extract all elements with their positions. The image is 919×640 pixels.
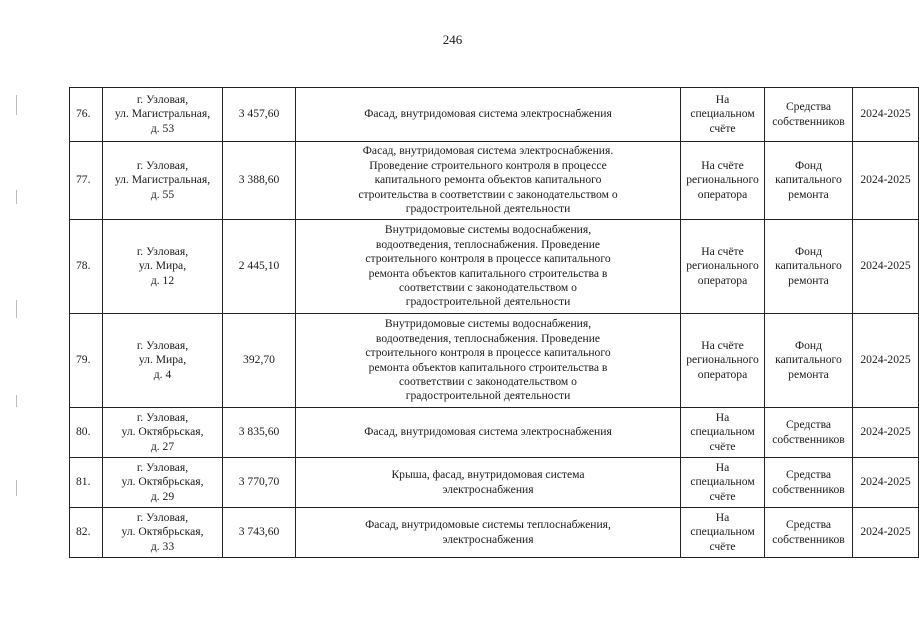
period-cell: 2024-2025 xyxy=(853,314,919,408)
cell-line: специальном xyxy=(690,475,755,489)
cell-line: соответствии с законодательством о xyxy=(399,280,577,294)
cell-line: На счёте xyxy=(701,244,744,258)
cell-line: д. 27 xyxy=(150,439,175,453)
cell-line: Крыша, фасад, внутридомовая система xyxy=(391,468,585,482)
work-description-cell xyxy=(296,408,681,458)
cell-line: д. 4 xyxy=(153,367,172,381)
cell-line: д. 55 xyxy=(150,187,175,201)
address-cell xyxy=(103,142,223,220)
cell-line: Фонд xyxy=(794,244,823,258)
cell-line: Фасад, внутридомовая система электроснабжения. xyxy=(362,144,614,158)
table-row xyxy=(70,220,919,314)
cell-line: ул. Октябрьская, xyxy=(121,525,204,539)
cell-line: капитального xyxy=(775,353,842,367)
cell-line: г. Узловая, xyxy=(136,92,189,106)
table-row xyxy=(70,408,919,458)
cell-line: г. Узловая, xyxy=(136,338,189,352)
cell-line: строительного контроля в процессе капитального xyxy=(365,346,611,360)
cell-line: специальном xyxy=(690,425,755,439)
cell-line: д. 53 xyxy=(150,121,175,135)
cell-line: счёте xyxy=(709,439,736,453)
cell-line: г. Узловая, xyxy=(136,510,189,524)
cell-line: ремонта объектов капитального строительства в xyxy=(368,360,608,374)
cell-line: капитального xyxy=(775,259,842,273)
cell-line: На xyxy=(715,510,730,524)
row-number: 82. xyxy=(70,508,103,558)
row-number: 78. xyxy=(70,220,103,314)
table-body xyxy=(70,88,919,558)
table-row xyxy=(70,508,919,558)
funding-source-cell xyxy=(765,220,853,314)
account-type-cell xyxy=(681,458,765,508)
area-cell: 3 743,60 xyxy=(223,508,296,558)
cell-line: На xyxy=(715,460,730,474)
area-cell: 2 445,10 xyxy=(223,220,296,314)
scan-edge-mark xyxy=(16,480,17,496)
cell-line: капитального ремонта объектов капитального xyxy=(374,173,602,187)
account-type-cell xyxy=(681,408,765,458)
cell-line: собственников xyxy=(772,432,845,446)
cell-line: специальном xyxy=(690,525,755,539)
cell-line: собственников xyxy=(772,482,845,496)
table-row xyxy=(70,314,919,408)
cell-line: градостроительной деятельности xyxy=(405,389,571,403)
cell-line: Фонд xyxy=(794,158,823,172)
cell-line: На счёте xyxy=(701,158,744,172)
funding-source-cell xyxy=(765,142,853,220)
cell-line: ул. Октябрьская, xyxy=(121,475,204,489)
cell-line: регионального xyxy=(686,353,759,367)
cell-line: Средства xyxy=(785,468,832,482)
address-cell xyxy=(103,458,223,508)
cell-line: водоотведения, теплоснабжения. Проведение xyxy=(375,237,601,251)
area-cell: 3 457,60 xyxy=(223,88,296,142)
cell-line: оператора xyxy=(697,273,748,287)
period-cell: 2024-2025 xyxy=(853,88,919,142)
cell-line: счёте xyxy=(709,489,736,503)
cell-line: градостроительной деятельности xyxy=(405,295,571,309)
cell-line: ул. Магистральная, xyxy=(114,173,211,187)
period-cell: 2024-2025 xyxy=(853,220,919,314)
area-cell: 3 835,60 xyxy=(223,408,296,458)
cell-line: ул. Мира, xyxy=(138,259,187,273)
cell-line: Внутридомовые системы водоснабжения, xyxy=(384,317,592,331)
address-cell xyxy=(103,88,223,142)
period-cell: 2024-2025 xyxy=(853,408,919,458)
cell-line: Фонд xyxy=(794,338,823,352)
cell-line: оператора xyxy=(697,187,748,201)
cell-line: ремонта xyxy=(788,273,829,287)
funding-source-cell xyxy=(765,88,853,142)
cell-line: оператора xyxy=(697,367,748,381)
work-description-cell xyxy=(296,142,681,220)
cell-line: счёте xyxy=(709,539,736,553)
cell-line: На счёте xyxy=(701,338,744,352)
cell-line: Средства xyxy=(785,418,832,432)
capital-repair-table xyxy=(69,87,919,558)
page-number: 246 xyxy=(442,32,463,47)
cell-line: строительства в соответствии с законодательством о xyxy=(358,187,618,201)
cell-line: Средства xyxy=(785,100,832,114)
account-type-cell xyxy=(681,142,765,220)
cell-line: ремонта xyxy=(788,367,829,381)
cell-line: собственников xyxy=(772,532,845,546)
funding-source-cell xyxy=(765,458,853,508)
cell-line: Средства xyxy=(785,518,832,532)
area-cell: 3 388,60 xyxy=(223,142,296,220)
account-type-cell xyxy=(681,314,765,408)
cell-line: соответствии с законодательством о xyxy=(399,374,577,388)
scan-edge-mark xyxy=(16,395,17,407)
cell-line: г. Узловая, xyxy=(136,244,189,258)
address-cell xyxy=(103,314,223,408)
cell-line: г. Узловая, xyxy=(136,410,189,424)
area-cell: 3 770,70 xyxy=(223,458,296,508)
period-cell: 2024-2025 xyxy=(853,508,919,558)
row-number: 76. xyxy=(70,88,103,142)
area-cell: 392,70 xyxy=(223,314,296,408)
table-row xyxy=(70,142,919,220)
cell-line: ремонта xyxy=(788,187,829,201)
scan-edge-mark xyxy=(16,95,17,115)
cell-line: градостроительной деятельности xyxy=(405,202,571,216)
cell-line: ул. Мира, xyxy=(138,353,187,367)
work-description-cell xyxy=(296,88,681,142)
account-type-cell xyxy=(681,220,765,314)
funding-source-cell xyxy=(765,508,853,558)
cell-line: д. 29 xyxy=(150,489,175,503)
cell-line: собственников xyxy=(772,114,845,128)
cell-line: ул. Магистральная, xyxy=(114,107,211,121)
cell-line: капитального xyxy=(775,173,842,187)
cell-line: водоотведения, теплоснабжения. Проведение xyxy=(375,331,601,345)
cell-line: Фасад, внутридомовые системы теплоснабжения, xyxy=(365,518,611,532)
cell-line: строительного контроля в процессе капитального xyxy=(365,252,611,266)
cell-line: электроснабжения xyxy=(442,482,534,496)
row-number: 81. xyxy=(70,458,103,508)
address-cell xyxy=(103,508,223,558)
funding-source-cell xyxy=(765,408,853,458)
cell-line: регионального xyxy=(686,173,759,187)
row-number: 79. xyxy=(70,314,103,408)
cell-line: регионального xyxy=(686,259,759,273)
cell-line: ул. Октябрьская, xyxy=(121,425,204,439)
cell-line: счёте xyxy=(709,121,736,135)
funding-source-cell xyxy=(765,314,853,408)
cell-line: Внутридомовые системы водоснабжения, xyxy=(384,223,592,237)
work-description-cell xyxy=(296,220,681,314)
table-row xyxy=(70,88,919,142)
cell-line: ремонта объектов капитального строительства в xyxy=(368,266,608,280)
address-cell xyxy=(103,408,223,458)
work-description-cell xyxy=(296,314,681,408)
cell-line: д. 33 xyxy=(150,539,175,553)
account-type-cell xyxy=(681,508,765,558)
period-cell: 2024-2025 xyxy=(853,142,919,220)
work-description-cell xyxy=(296,508,681,558)
account-type-cell xyxy=(681,88,765,142)
table-row xyxy=(70,458,919,508)
address-cell xyxy=(103,220,223,314)
cell-line: На xyxy=(715,410,730,424)
row-number: 80. xyxy=(70,408,103,458)
row-number: 77. xyxy=(70,142,103,220)
work-description-cell xyxy=(296,458,681,508)
cell-line: специальном xyxy=(690,107,755,121)
cell-line: Проведение строительного контроля в процессе xyxy=(369,158,607,172)
cell-line: г. Узловая, xyxy=(136,158,189,172)
cell-line: Фасад, внутридомовая система электроснабжения xyxy=(364,425,612,439)
scan-edge-mark xyxy=(16,190,17,204)
scan-edge-mark xyxy=(16,300,17,318)
cell-line: электроснабжения xyxy=(442,532,534,546)
period-cell: 2024-2025 xyxy=(853,458,919,508)
cell-line: На xyxy=(715,92,730,106)
cell-line: д. 12 xyxy=(150,273,175,287)
cell-line: Фасад, внутридомовая система электроснабжения xyxy=(364,107,612,121)
cell-line: г. Узловая, xyxy=(136,460,189,474)
